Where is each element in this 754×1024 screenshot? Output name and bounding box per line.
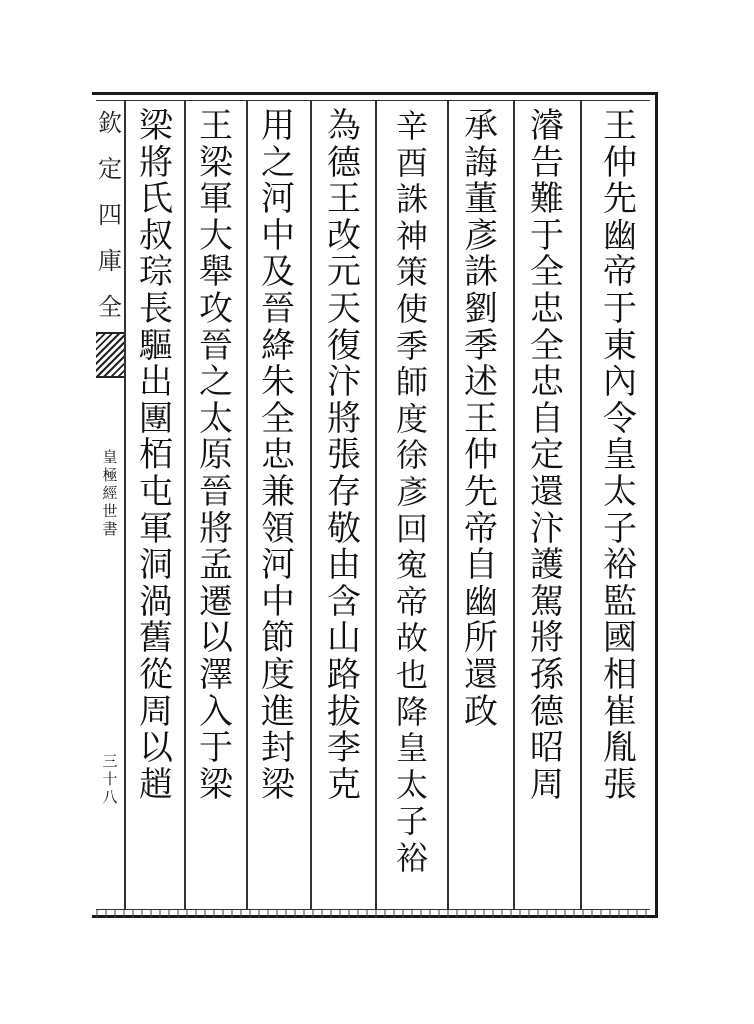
gutter-page-number bbox=[100, 752, 120, 806]
character: 屯 bbox=[139, 471, 173, 512]
text-column-3 bbox=[461, 108, 501, 730]
column-rule bbox=[246, 100, 248, 910]
character: 令 bbox=[603, 398, 637, 439]
character: 張 bbox=[603, 764, 637, 805]
character: 河 bbox=[261, 179, 295, 220]
character: 裕 bbox=[603, 545, 637, 586]
character: 朱 bbox=[261, 362, 295, 403]
character: 絳 bbox=[261, 325, 295, 366]
character: 自 bbox=[464, 545, 498, 586]
character: 澤 bbox=[199, 654, 233, 695]
character: 皇 bbox=[395, 729, 428, 768]
character: 含 bbox=[327, 581, 361, 622]
character: 度 bbox=[261, 654, 295, 695]
character: 仲 bbox=[603, 142, 637, 183]
character: 原 bbox=[199, 435, 233, 476]
character: 及 bbox=[261, 252, 295, 293]
character: 護 bbox=[530, 545, 564, 586]
character: 克 bbox=[327, 764, 361, 805]
print-edge bbox=[96, 910, 650, 918]
gutter-book-title bbox=[100, 448, 120, 538]
character: 幽 bbox=[464, 581, 498, 622]
character: 周 bbox=[139, 691, 173, 732]
character: 領 bbox=[261, 508, 295, 549]
character: 德 bbox=[327, 142, 361, 183]
character: 王 bbox=[603, 106, 637, 146]
character: 從 bbox=[139, 654, 173, 695]
character: 寃 bbox=[395, 546, 428, 585]
character: 舉 bbox=[199, 252, 233, 293]
character: 使 bbox=[395, 289, 428, 328]
character: 之 bbox=[261, 142, 295, 183]
character: 舊 bbox=[139, 618, 173, 659]
character: 帝 bbox=[603, 252, 637, 293]
character: 軍 bbox=[139, 508, 173, 549]
character: 全 bbox=[530, 325, 564, 366]
character: 王 bbox=[464, 398, 498, 439]
character: 孫 bbox=[530, 654, 564, 695]
text-column-2 bbox=[527, 108, 567, 803]
character: 復 bbox=[327, 325, 361, 366]
character: 栢 bbox=[139, 435, 173, 476]
character: 梁 bbox=[139, 106, 173, 146]
column-rule bbox=[513, 100, 515, 910]
character: 之 bbox=[199, 362, 233, 403]
character: 子 bbox=[603, 508, 637, 549]
character: 子 bbox=[395, 802, 428, 841]
character: 師 bbox=[395, 363, 428, 402]
character: 氏 bbox=[139, 179, 173, 220]
character: 季 bbox=[464, 325, 498, 366]
character: 太 bbox=[603, 471, 637, 512]
character: 回 bbox=[395, 509, 428, 548]
fishtail-mark bbox=[96, 332, 124, 378]
character: 幽 bbox=[603, 215, 637, 256]
character: 路 bbox=[327, 654, 361, 695]
character: 中 bbox=[261, 215, 295, 256]
character: 以 bbox=[139, 728, 173, 769]
character: 為 bbox=[327, 106, 361, 146]
text-column-5 bbox=[324, 108, 364, 803]
character: 還 bbox=[530, 471, 564, 512]
column-rule bbox=[375, 100, 377, 910]
character: 忠 bbox=[261, 435, 295, 476]
character: 兼 bbox=[261, 471, 295, 512]
character: 軍 bbox=[199, 179, 233, 220]
character: 經 bbox=[102, 484, 118, 502]
character: 將 bbox=[530, 618, 564, 659]
character: 降 bbox=[395, 692, 428, 731]
character: 也 bbox=[395, 655, 428, 694]
character: 太 bbox=[395, 765, 428, 804]
character: 東 bbox=[603, 325, 637, 366]
character: 梁 bbox=[199, 142, 233, 183]
character: 由 bbox=[327, 545, 361, 586]
character: 攻 bbox=[199, 288, 233, 329]
character: 敬 bbox=[327, 508, 361, 549]
character: 長 bbox=[139, 288, 173, 329]
character: 裕 bbox=[395, 838, 428, 877]
character: 太 bbox=[199, 398, 233, 439]
character: 周 bbox=[530, 764, 564, 805]
character: 晉 bbox=[199, 471, 233, 512]
character: 出 bbox=[139, 362, 173, 403]
character: 皇 bbox=[603, 435, 637, 476]
gutter-title bbox=[96, 100, 125, 332]
character: 承 bbox=[464, 106, 498, 146]
character: 定 bbox=[98, 155, 122, 183]
character: 晉 bbox=[199, 325, 233, 366]
character: 驅 bbox=[139, 325, 173, 366]
character: 相 bbox=[603, 654, 637, 695]
character: 叔 bbox=[139, 215, 173, 256]
character: 琮 bbox=[139, 252, 173, 293]
character: 世 bbox=[102, 502, 118, 520]
character: 節 bbox=[261, 618, 295, 659]
character: 定 bbox=[530, 435, 564, 476]
character: 以 bbox=[199, 618, 233, 659]
character: 十 bbox=[102, 770, 118, 788]
character: 將 bbox=[199, 508, 233, 549]
character: 崔 bbox=[603, 691, 637, 732]
character: 德 bbox=[530, 691, 564, 732]
character: 存 bbox=[327, 471, 361, 512]
text-column-6 bbox=[258, 108, 298, 803]
character: 全 bbox=[530, 252, 564, 293]
character: 于 bbox=[603, 288, 637, 329]
character: 董 bbox=[464, 179, 498, 220]
character: 昭 bbox=[530, 728, 564, 769]
character: 拔 bbox=[327, 691, 361, 732]
column-rule bbox=[310, 100, 312, 910]
character: 河 bbox=[261, 545, 295, 586]
character: 三 bbox=[102, 752, 118, 770]
character: 全 bbox=[261, 398, 295, 439]
character: 王 bbox=[199, 106, 233, 146]
character: 渦 bbox=[139, 581, 173, 622]
character: 駕 bbox=[530, 581, 564, 622]
column-rule bbox=[580, 100, 582, 910]
character: 仲 bbox=[464, 435, 498, 476]
character: 四 bbox=[98, 201, 122, 229]
character: 還 bbox=[464, 654, 498, 695]
character: 先 bbox=[464, 471, 498, 512]
character: 入 bbox=[199, 691, 233, 732]
character: 劉 bbox=[464, 288, 498, 329]
character: 于 bbox=[199, 728, 233, 769]
character: 洞 bbox=[139, 545, 173, 586]
text-column-8 bbox=[136, 108, 176, 803]
character: 用 bbox=[261, 106, 295, 146]
character: 胤 bbox=[603, 728, 637, 769]
character: 梁 bbox=[261, 764, 295, 805]
character: 天 bbox=[327, 288, 361, 329]
character: 中 bbox=[261, 581, 295, 622]
character: 酉 bbox=[395, 143, 428, 182]
character: 于 bbox=[530, 215, 564, 256]
character: 國 bbox=[603, 618, 637, 659]
character: 遷 bbox=[199, 581, 233, 622]
character: 忠 bbox=[530, 288, 564, 329]
column-rule bbox=[184, 100, 186, 910]
character: 將 bbox=[139, 142, 173, 183]
character: 故 bbox=[395, 619, 428, 658]
text-column-7 bbox=[196, 108, 236, 803]
character: 進 bbox=[261, 691, 295, 732]
character: 誅 bbox=[464, 252, 498, 293]
character: 所 bbox=[464, 618, 498, 659]
character: 大 bbox=[199, 215, 233, 256]
character: 王 bbox=[327, 179, 361, 220]
character: 難 bbox=[530, 179, 564, 220]
character: 先 bbox=[603, 179, 637, 220]
character: 政 bbox=[464, 691, 498, 732]
character: 團 bbox=[139, 398, 173, 439]
character: 張 bbox=[327, 435, 361, 476]
character: 監 bbox=[603, 581, 637, 622]
character: 山 bbox=[327, 618, 361, 659]
character: 極 bbox=[102, 466, 118, 484]
character: 李 bbox=[327, 728, 361, 769]
character: 辛 bbox=[395, 107, 428, 145]
character: 全 bbox=[98, 293, 122, 321]
character: 封 bbox=[261, 728, 295, 769]
character: 汴 bbox=[530, 508, 564, 549]
character: 告 bbox=[530, 142, 564, 183]
character: 忠 bbox=[530, 362, 564, 403]
text-column-4 bbox=[392, 108, 432, 876]
character: 皇 bbox=[102, 448, 118, 466]
column-rule bbox=[447, 100, 449, 910]
character: 書 bbox=[102, 520, 118, 538]
character: 濬 bbox=[530, 106, 564, 146]
character: 趙 bbox=[139, 764, 173, 805]
text-column-1 bbox=[600, 108, 640, 803]
character: 庫 bbox=[98, 247, 122, 275]
character: 梁 bbox=[199, 764, 233, 805]
character: 誨 bbox=[464, 142, 498, 183]
character: 季 bbox=[395, 326, 428, 365]
character: 孟 bbox=[199, 545, 233, 586]
character: 述 bbox=[464, 362, 498, 403]
character: 神 bbox=[395, 216, 428, 255]
character: 改 bbox=[327, 215, 361, 256]
character: 誅 bbox=[395, 180, 428, 219]
character: 自 bbox=[530, 398, 564, 439]
character: 度 bbox=[395, 399, 428, 438]
character: 帝 bbox=[464, 508, 498, 549]
character: 晉 bbox=[261, 288, 295, 329]
character: 彥 bbox=[464, 215, 498, 256]
character: 元 bbox=[327, 252, 361, 293]
character: 將 bbox=[327, 398, 361, 439]
character: 策 bbox=[395, 253, 428, 292]
character: 欽 bbox=[98, 109, 122, 137]
character: 彥 bbox=[395, 472, 428, 511]
character: 八 bbox=[102, 788, 118, 806]
character: 內 bbox=[603, 362, 637, 403]
character: 徐 bbox=[395, 436, 428, 475]
character: 汴 bbox=[327, 362, 361, 403]
character: 帝 bbox=[395, 582, 428, 621]
